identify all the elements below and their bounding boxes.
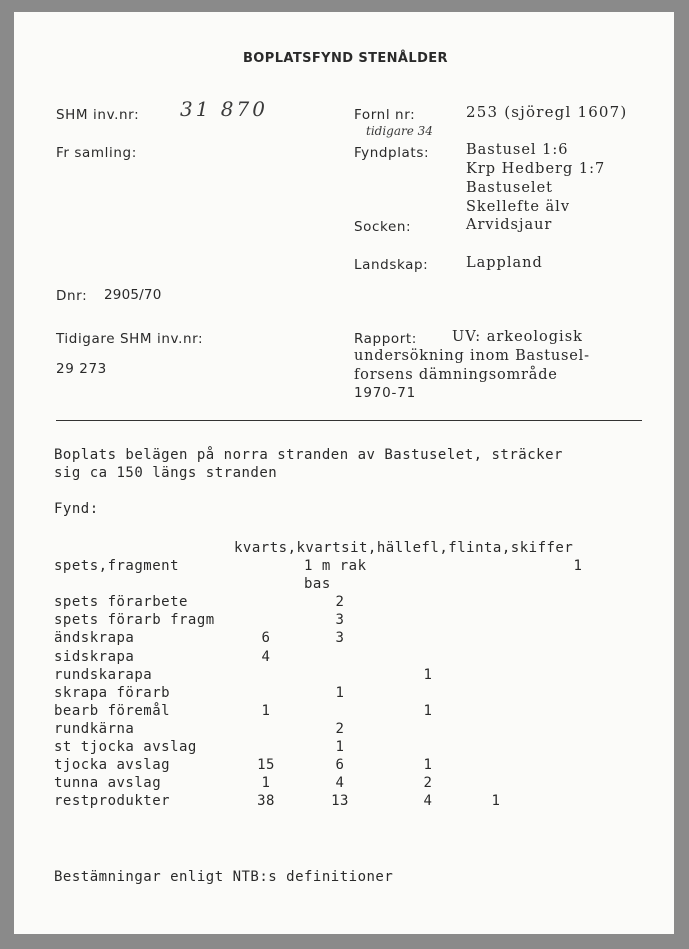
fr-samling-label: Fr samling: xyxy=(56,145,137,161)
rapport-line-3: forsens dämningsområde xyxy=(354,367,558,383)
table-cell-hallefl: 1 xyxy=(423,757,433,774)
table-cell-kvartsit: 2 xyxy=(335,720,345,737)
landskap-label: Landskap: xyxy=(354,257,429,273)
description-line-1: Boplats belägen på norra stranden av Bastuselet, sträcker xyxy=(54,447,563,463)
table-cell-kvartsit: 6 xyxy=(335,757,345,774)
table-header: kvarts,kvartsit,hällefl,flinta,skiffer xyxy=(234,540,574,556)
fornl-note: tidigare 34 xyxy=(366,124,433,138)
divider-rule xyxy=(56,420,642,421)
fyndplats-line-3: Bastuselet xyxy=(466,180,553,196)
table-cell-hallefl: 1 xyxy=(423,702,433,719)
landskap-value: Lappland xyxy=(466,255,543,271)
socken-value: Arvidsjaur xyxy=(466,217,553,233)
tidigare-shm-label: Tidigare SHM inv.nr: xyxy=(56,331,204,347)
table-row-label: skrapa förarb xyxy=(54,684,171,701)
tidigare-shm-value: 29 273 xyxy=(56,361,107,377)
dnr-label: Dnr: xyxy=(56,288,88,304)
rapport-line-2: undersökning inom Bastusel- xyxy=(354,348,590,364)
table-row-label: restprodukter xyxy=(54,793,171,810)
table-cell-kvartsit: 3 xyxy=(335,630,345,647)
table-cell-kvartsit: 3 xyxy=(335,612,345,629)
table-cell-hallefl: 1 xyxy=(423,666,433,683)
table-row-label: rundskarapa xyxy=(54,666,153,683)
table-row-label: st tjocka avslag xyxy=(54,739,197,755)
table-cell-kvarts: 1 xyxy=(261,775,271,792)
table-row-label: tjocka avslag xyxy=(54,757,171,774)
card-title: BOPLATSFYND STENÅLDER xyxy=(243,51,448,66)
footer-note: Bestämningar enligt NTB:s definitioner xyxy=(54,869,394,885)
table-cell-kvartsit: bas xyxy=(304,576,331,593)
table-cell-hallefl: 2 xyxy=(423,775,433,792)
table-cell-kvarts: 1 xyxy=(261,702,271,719)
shm-inv-label: SHM inv.nr: xyxy=(56,107,140,123)
table-row-label: spets förarb fragm xyxy=(54,612,215,629)
fornl-label: Fornl nr: xyxy=(354,107,416,123)
rapport-line-1: UV: arkeologisk xyxy=(452,329,583,345)
rapport-line-4: 1970-71 xyxy=(354,385,417,401)
socken-label: Socken: xyxy=(354,219,412,235)
table-row-label: spets förarbete xyxy=(54,594,188,611)
fyndplats-line-2: Krp Hedberg 1:7 xyxy=(466,161,606,177)
fyndplats-line-4: Skellefte älv xyxy=(466,199,571,215)
table-cell-hallefl: 4 xyxy=(423,793,433,810)
table-row-label: tunna avslag xyxy=(54,775,162,792)
table-row-label: sidskrapa xyxy=(54,648,135,665)
table-cell-kvartsit: 1 xyxy=(335,684,345,701)
table-cell-skiffer: 1 xyxy=(573,558,583,574)
table-cell-flinta: 1 xyxy=(491,793,501,810)
fyndplats-line-1: Bastusel 1:6 xyxy=(466,142,569,158)
index-card xyxy=(14,12,674,934)
table-cell-kvartsit: 2 xyxy=(335,594,345,611)
table-cell-kvarts: 6 xyxy=(261,630,271,647)
table-cell-kvarts: 4 xyxy=(261,648,271,665)
dnr-value: 2905/70 xyxy=(104,287,162,303)
table-row-label: bearb föremål xyxy=(54,702,171,719)
shm-inv-value: 31 870 xyxy=(180,97,268,121)
table-cell-kvarts: 38 xyxy=(257,793,275,810)
fyndplats-label: Fyndplats: xyxy=(354,145,430,161)
table-row-label: ändskrapa xyxy=(54,630,135,647)
table-cell-kvartsit: 4 xyxy=(335,775,345,792)
table-cell-kvarts: 15 xyxy=(257,757,275,774)
fornl-value: 253 (sjöregl 1607) xyxy=(466,103,628,121)
description-line-2: sig ca 150 längs stranden xyxy=(54,465,278,481)
table-cell-kvartsit: 13 xyxy=(331,793,349,810)
table-row-label: spets,fragment xyxy=(54,558,180,574)
table-cell-kvartsit: 1 m rak xyxy=(304,558,367,574)
rapport-label: Rapport: xyxy=(354,331,417,347)
table-row-label: rundkärna xyxy=(54,720,135,737)
fynd-label: Fynd: xyxy=(54,501,99,517)
table-cell-kvartsit: 1 xyxy=(335,739,345,755)
